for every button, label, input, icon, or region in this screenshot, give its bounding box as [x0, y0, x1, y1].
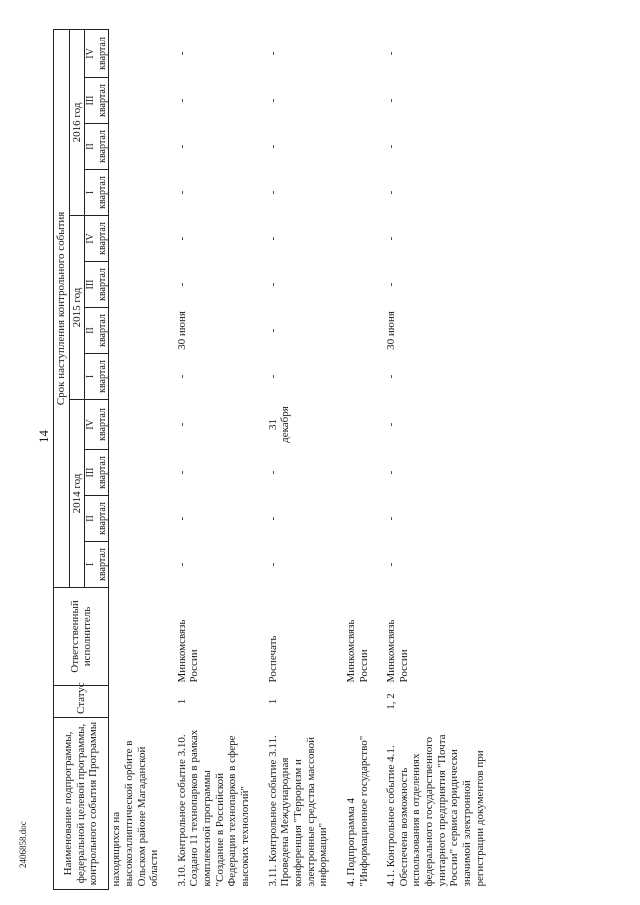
row-cell: -	[175, 470, 188, 475]
header-term: Срок наступления контрольного события	[54, 29, 70, 587]
header-name: Наименование подпрограммы, федеральной целевой программы, контрольного события Программы	[54, 718, 109, 890]
row-cell: -	[385, 374, 398, 379]
quarter-header	[85, 29, 109, 77]
row-executor: Роспечать	[266, 635, 279, 683]
quarter-header	[85, 450, 109, 496]
row-cell	[344, 400, 384, 450]
row-cell: -	[175, 51, 188, 56]
row-name: 3.11. Контрольное событие 3.11. Проведена Международная конференция "Терроризм и электронные средства массовой информации"	[266, 735, 330, 887]
row-cell: -	[175, 374, 188, 379]
quarter-header	[85, 400, 109, 450]
header-year-2016: 2016 год	[69, 29, 85, 215]
row-cell: -	[175, 562, 188, 567]
table-row	[109, 29, 175, 889]
row-status	[344, 686, 384, 718]
row-executor	[109, 588, 175, 686]
table-row	[384, 29, 487, 889]
row-cell	[109, 308, 175, 354]
control-events-table	[53, 29, 487, 890]
row-cell: -	[175, 144, 188, 149]
quarter-numeral: IV	[85, 233, 97, 244]
header-year-2014: 2014 год	[69, 400, 85, 588]
row-cell: -	[385, 51, 398, 56]
header-executor: Ответственный исполнитель	[54, 588, 109, 686]
row-cell: -	[385, 236, 398, 241]
quarter-header	[85, 262, 109, 308]
quarter-header	[85, 542, 109, 588]
table-header	[54, 29, 109, 889]
quarter-word: квартал	[96, 314, 108, 347]
quarter-numeral: IV	[85, 419, 97, 430]
row-cell: -	[175, 98, 188, 103]
row-cell: -	[385, 282, 398, 287]
row-name: 3.10. Контрольное событие 3.10. Создано 11 технопарков в рамках комплексной программы "Создание в Российской Федерации технопарков в сфере высоких технологий"	[175, 729, 252, 887]
row-cell: -	[385, 562, 398, 567]
quarter-word: квартал	[96, 408, 108, 441]
row-cell	[109, 124, 175, 170]
row-cell	[109, 542, 175, 588]
quarter-word: квартал	[96, 360, 108, 393]
quarter-numeral: II	[85, 327, 97, 334]
quarter-numeral: III	[85, 95, 97, 106]
row-cell: -	[266, 516, 279, 521]
row-status: 1	[266, 698, 279, 705]
row-cell: -	[175, 282, 188, 287]
row-executor: Минкомсвязь России	[344, 619, 370, 683]
row-status: 1, 2	[385, 693, 398, 710]
row-cell	[344, 450, 384, 496]
row-cell	[344, 216, 384, 262]
quarter-word: квартал	[96, 502, 108, 535]
quarter-header	[85, 170, 109, 216]
row-cell: 30 июня	[385, 311, 398, 350]
row-cell: -	[266, 236, 279, 241]
row-cell: 31 декабря	[266, 406, 292, 443]
page-number: 14	[36, 430, 51, 443]
quarter-numeral: III	[85, 467, 97, 478]
row-cell: -	[266, 282, 279, 287]
row-cell: -	[385, 144, 398, 149]
row-cell: -	[266, 470, 279, 475]
row-cell: -	[385, 422, 398, 427]
row-cell	[109, 216, 175, 262]
row-cell	[109, 354, 175, 400]
quarter-word: квартал	[96, 176, 108, 209]
row-cell: -	[266, 562, 279, 567]
row-status: 1	[175, 698, 188, 705]
quarter-word: квартал	[96, 130, 108, 163]
row-status	[109, 686, 175, 718]
row-cell: -	[385, 516, 398, 521]
row-cell: -	[385, 98, 398, 103]
quarter-numeral: I	[85, 374, 97, 379]
row-cell: 30 июня	[175, 311, 188, 350]
row-cell	[344, 29, 384, 77]
row-cell: -	[266, 190, 279, 195]
row-cell	[109, 450, 175, 496]
row-cell: -	[175, 422, 188, 427]
row-cell: -	[266, 98, 279, 103]
row-cell: -	[385, 470, 398, 475]
row-executor: Минкомсвязь России	[385, 619, 410, 683]
row-cell	[344, 78, 384, 124]
row-cell	[344, 542, 384, 588]
table-row	[175, 29, 266, 889]
footer-file-name: 2406858.doc	[18, 821, 28, 868]
quarter-header	[85, 216, 109, 262]
quarter-word: квартал	[96, 548, 108, 581]
quarter-header	[85, 308, 109, 354]
quarter-numeral: II	[85, 143, 97, 150]
row-name: 4.1. Контрольное событие 4.1. Обеспечена возможность использования в отделениях федерального государственного унитарного предприятия "Почта России" сервиса юридически значимой электронной регистрации документов при	[385, 734, 486, 887]
row-cell	[344, 124, 384, 170]
row-cell	[109, 400, 175, 450]
table-body	[109, 29, 488, 889]
row-cell: -	[175, 516, 188, 521]
quarter-numeral: II	[85, 515, 97, 522]
quarter-header	[85, 496, 109, 542]
header-year-2015: 2015 год	[69, 216, 85, 400]
row-cell	[344, 262, 384, 308]
quarter-header	[85, 124, 109, 170]
row-name: находящихся на высокоэллиптической орбите в Ольском районе Магаданской области	[110, 740, 161, 887]
row-cell	[344, 354, 384, 400]
row-cell	[109, 170, 175, 216]
row-cell: -	[266, 374, 279, 379]
quarter-word: квартал	[96, 84, 108, 117]
row-cell	[344, 496, 384, 542]
row-cell	[109, 29, 175, 77]
row-cell: -	[385, 190, 398, 195]
row-cell	[109, 262, 175, 308]
quarter-word: квартал	[96, 268, 108, 301]
row-cell: -	[175, 190, 188, 195]
quarter-numeral: IV	[85, 48, 97, 59]
quarter-numeral: III	[85, 279, 97, 290]
row-cell: -	[266, 51, 279, 56]
row-cell	[344, 308, 384, 354]
header-status: Статус	[54, 686, 109, 718]
quarter-word: квартал	[96, 222, 108, 255]
rotated-page-content	[53, 5, 640, 890]
row-cell: -	[175, 236, 188, 241]
quarter-word: квартал	[96, 456, 108, 489]
row-cell: -	[266, 144, 279, 149]
table-row	[266, 29, 344, 889]
row-cell	[344, 170, 384, 216]
quarter-numeral: I	[85, 190, 97, 195]
row-cell: -	[266, 328, 279, 333]
table-row	[344, 29, 384, 889]
quarter-numeral: I	[85, 562, 97, 567]
row-name: 4. Подпрограмма 4 "Информационное государство"	[344, 735, 370, 887]
quarter-word: квартал	[96, 37, 108, 70]
row-executor: Минкомсвязь России	[175, 619, 201, 683]
quarter-header	[85, 78, 109, 124]
quarter-header	[85, 354, 109, 400]
row-cell	[109, 496, 175, 542]
row-cell	[109, 78, 175, 124]
